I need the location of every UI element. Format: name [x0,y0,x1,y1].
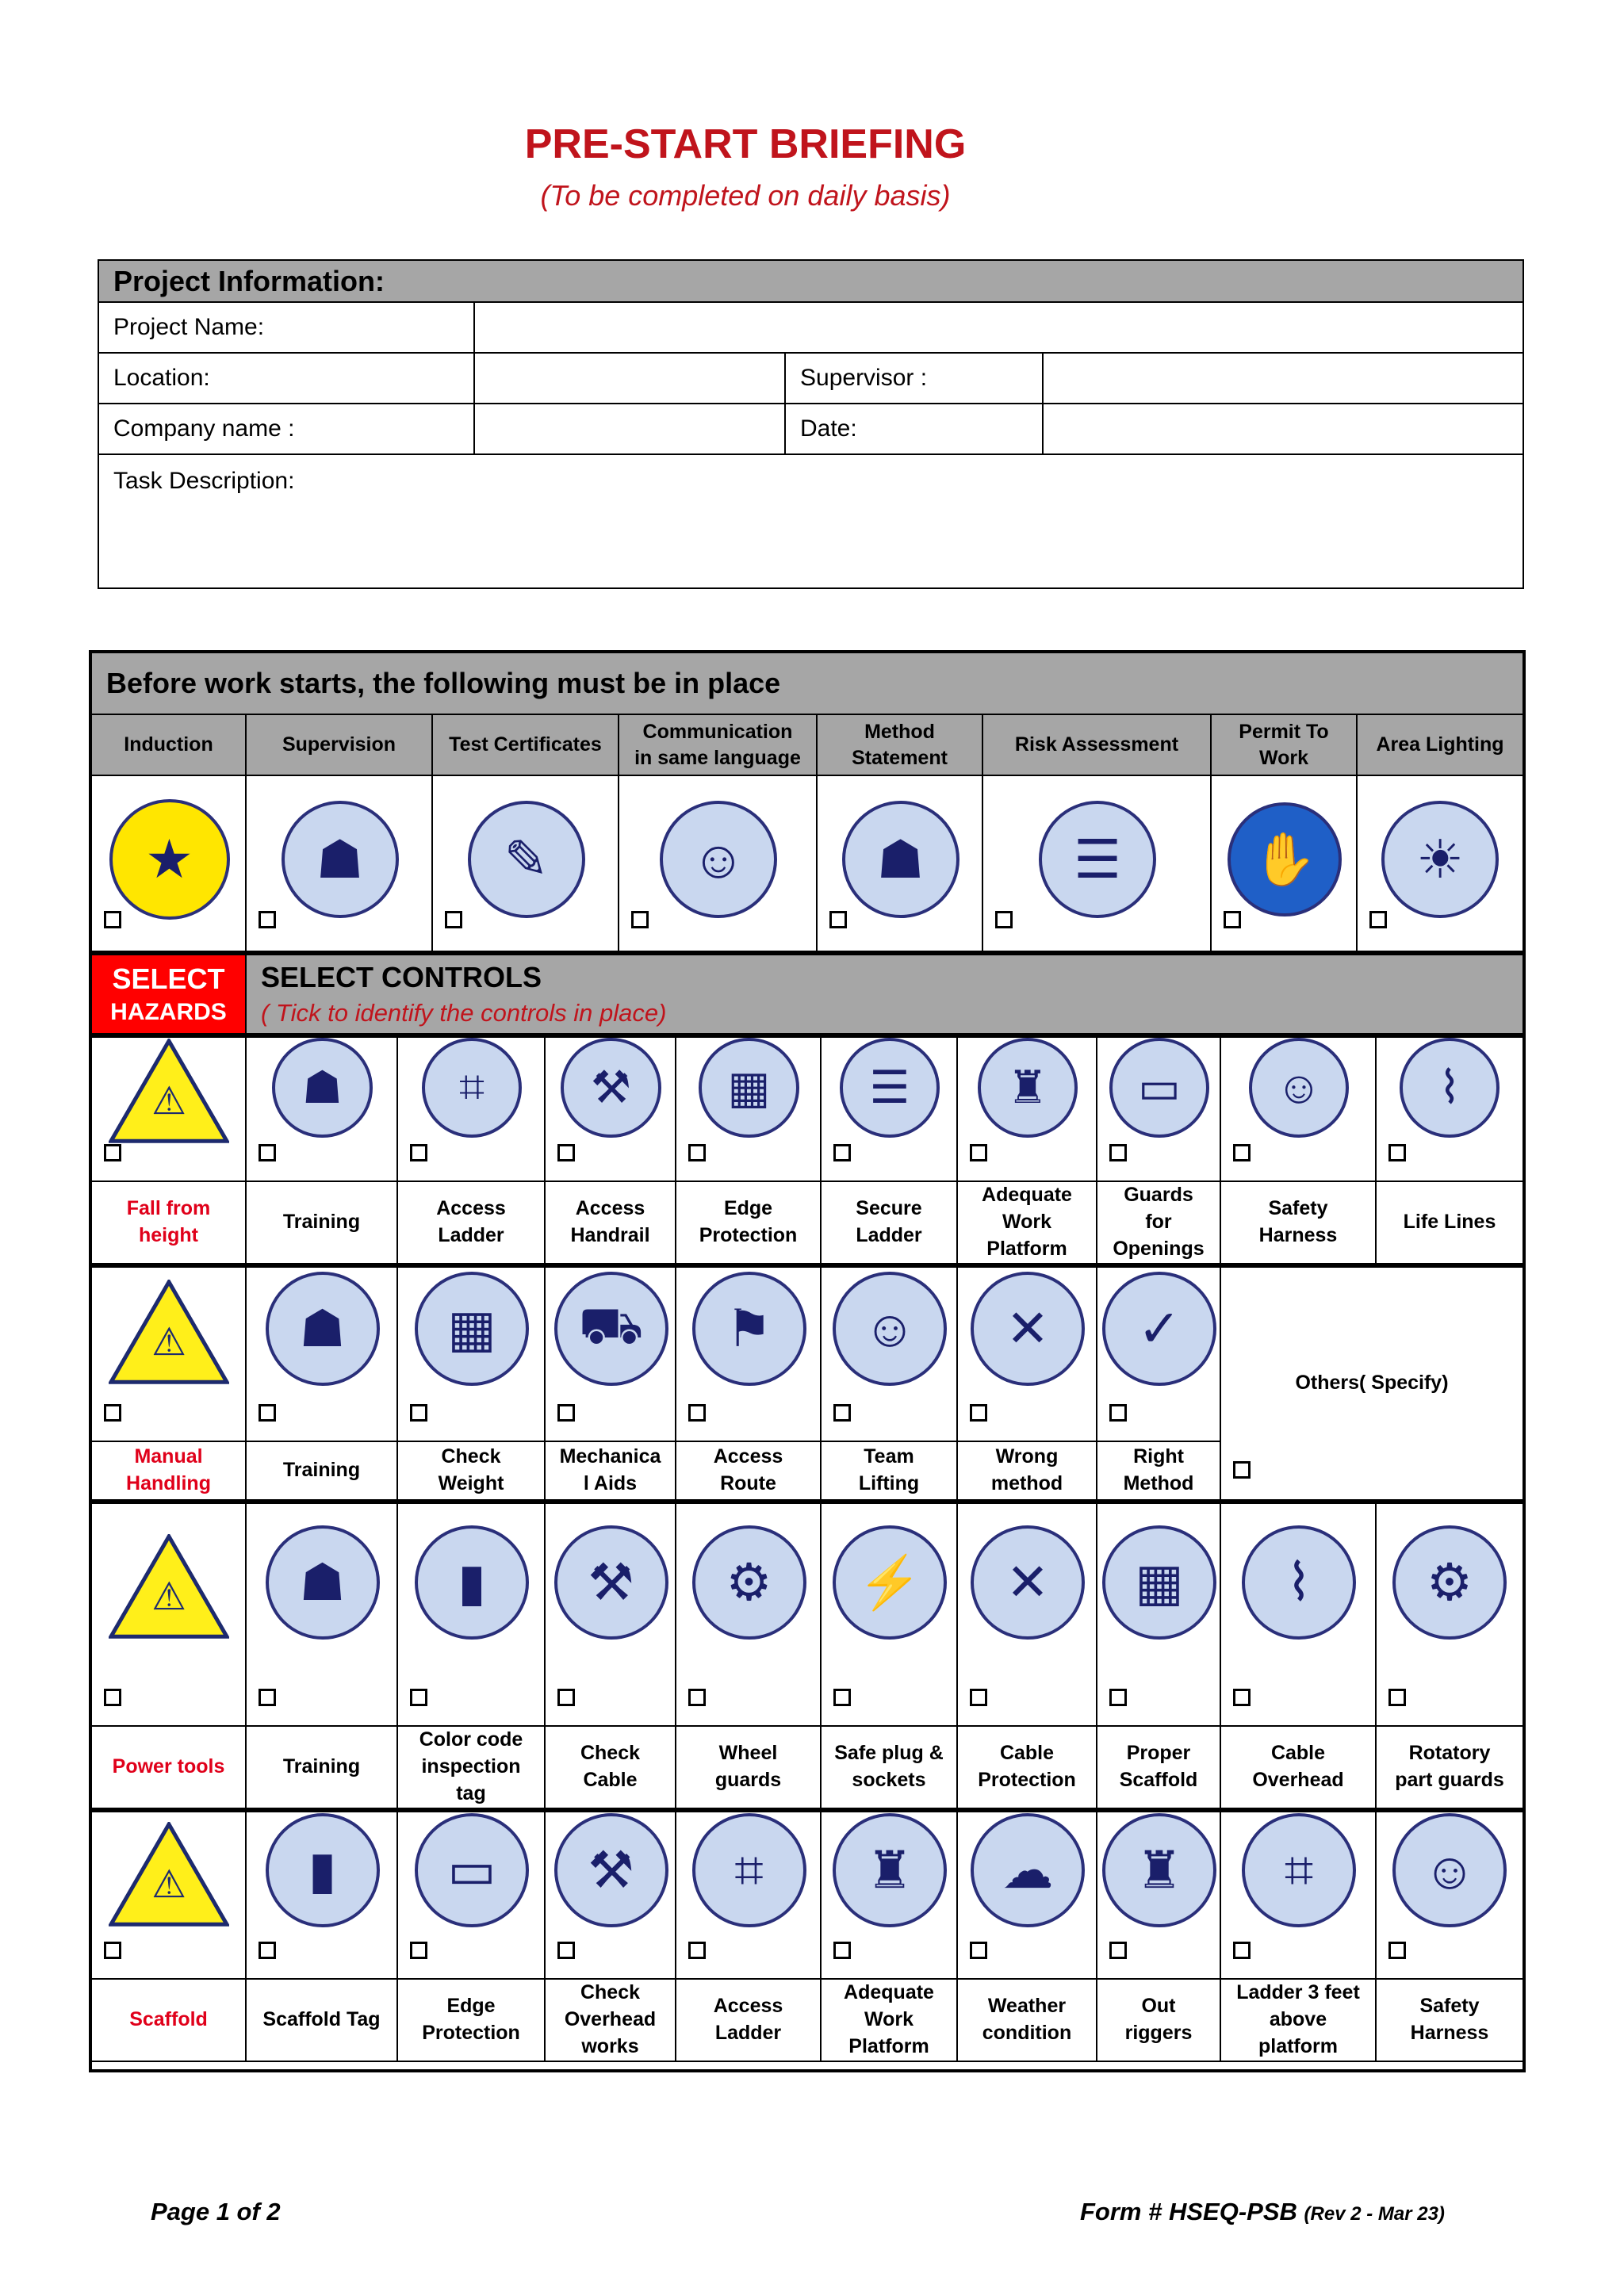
select-controls-note: ( Tick to identify the controls in place) [261,999,667,1027]
control-icon: ⚒ [561,1038,661,1138]
hazard-warning-icon [109,1534,229,1639]
control-checkbox[interactable] [259,1404,276,1422]
control-checkbox[interactable] [688,1689,706,1706]
control-checkbox[interactable] [970,1404,987,1422]
certificate-icon: ✎ [468,801,585,918]
control-icon: ⚒ [554,1813,668,1927]
before-item-label: Method Statement [818,715,983,776]
control-label: Life Lines [1377,1182,1522,1265]
before-item-checkbox[interactable] [1224,911,1241,928]
control-label: Access Handrail [546,1182,676,1265]
control-icon: ☗ [266,1525,380,1640]
control-icon: ☗ [266,1272,380,1386]
control-label: Ladder 3 feet above platform [1221,1980,1377,2062]
others-checkbox[interactable] [1233,1461,1251,1479]
control-icon: ⚙ [692,1525,806,1640]
control-label: Adequate Work Platform [822,1980,958,2062]
control-icon: ▮ [266,1813,380,1927]
control-icon: ⛟ [554,1272,668,1386]
company-name-label: Company name : [99,404,475,455]
control-checkbox[interactable] [410,1942,427,1959]
select-controls-title: SELECT CONTROLS [261,961,542,993]
form-code: Form # HSEQ-PSB [1080,2198,1297,2225]
location-label: Location: [99,354,475,404]
control-label: Safety Harness [1377,1980,1522,2062]
control-label: Scaffold Tag [247,1980,398,2062]
before-item-checkbox[interactable] [445,911,462,928]
hazard-label: Power tools [92,1727,247,1809]
hazards-label: HAZARDS [110,999,227,1025]
control-label: Edge Protection [676,1182,822,1265]
control-checkbox[interactable] [410,1144,427,1161]
page-number: Page 1 of 2 [151,2198,281,2225]
hazard-checkbox[interactable] [104,1404,121,1422]
before-item-checkbox[interactable] [104,911,121,928]
hazard-warning-icon [109,1280,229,1384]
control-icon: ☁ [971,1813,1085,1927]
control-icon: ♜ [833,1813,947,1927]
control-icon: ▦ [1102,1525,1216,1640]
control-label: Training [247,1442,398,1501]
control-checkbox[interactable] [833,1942,851,1959]
before-item-label: Risk Assessment [983,715,1212,776]
control-label: Wrong method [958,1442,1097,1501]
control-label: Mechanica l Aids [546,1442,676,1501]
control-label: Cable Protection [958,1727,1097,1809]
control-label: Proper Scaffold [1097,1727,1221,1809]
control-label: Check Overhead works [546,1980,676,2062]
control-icon: ☗ [272,1038,372,1138]
control-checkbox[interactable] [1233,1689,1251,1706]
control-label: Access Route [676,1442,822,1501]
before-item-label: Supervision [247,715,433,776]
supervisor-label: Supervisor : [786,354,1044,404]
control-label: Weather condition [958,1980,1097,2062]
control-label: Secure Ladder [822,1182,958,1265]
control-label: Guards for Openings [1097,1182,1221,1265]
location-field[interactable] [475,354,786,404]
control-label: Access Ladder [676,1980,822,2062]
control-icon: ▭ [415,1813,529,1927]
control-checkbox[interactable] [833,1404,851,1422]
control-checkbox[interactable] [688,1404,706,1422]
company-name-field[interactable] [475,404,786,455]
control-label: Wheel guards [676,1727,822,1809]
checklist-table [89,650,1526,2072]
svg-text:⚠: ⚠ [151,1862,186,1907]
permit-hand-icon: ✋ [1228,802,1342,916]
control-label: Out riggers [1097,1980,1221,2062]
before-item-checkbox[interactable] [631,911,649,928]
before-item-checkbox[interactable] [1369,911,1387,928]
form-number [1080,2198,1445,2226]
control-checkbox[interactable] [970,1689,987,1706]
control-checkbox[interactable] [557,1404,575,1422]
control-checkbox[interactable] [1233,1942,1251,1959]
control-checkbox[interactable] [970,1144,987,1161]
hazard-checkbox[interactable] [104,1942,121,1959]
control-checkbox[interactable] [833,1689,851,1706]
control-label: Safe plug & sockets [822,1727,958,1809]
control-icon: ☺ [1392,1813,1507,1927]
control-icon: ⌇ [1400,1038,1500,1138]
control-icon: ✕ [971,1272,1085,1386]
before-item-checkbox[interactable] [829,911,847,928]
control-checkbox[interactable] [259,1144,276,1161]
page-title: PRE-START BRIEFING [524,121,967,167]
control-label: Color code inspection tag [398,1727,546,1809]
control-checkbox[interactable] [410,1689,427,1706]
hazard-label: Fall from height [92,1182,247,1265]
control-label: Team Lifting [822,1442,958,1501]
induction-seal-icon: ★ [109,799,230,920]
light-bulb-icon: ☀ [1381,801,1499,918]
supervisor-field[interactable] [1044,354,1522,404]
before-item-label: Area Lighting [1358,715,1522,776]
control-icon: ⚑ [692,1272,806,1386]
control-icon: ⌗ [1242,1813,1356,1927]
hazard-label: Manual Handling [92,1442,247,1501]
control-checkbox[interactable] [557,1942,575,1959]
control-icon: ▮ [415,1525,529,1640]
svg-text:⚠: ⚠ [151,1320,186,1365]
control-icon: ▦ [699,1038,799,1138]
before-item-label: Induction [92,715,247,776]
control-icon: ⌗ [692,1813,806,1927]
control-icon: ⚒ [554,1525,668,1640]
supervisor-plans-icon: ☗ [842,801,959,918]
control-checkbox[interactable] [557,1689,575,1706]
control-label: Access Ladder [398,1182,546,1265]
control-label: Check Weight [398,1442,546,1501]
risk-board-icon: ☰ [1039,801,1156,918]
control-checkbox[interactable] [259,1942,276,1959]
project-name-label: Project Name: [99,303,475,354]
control-icon: ♜ [978,1038,1078,1138]
control-icon: ⌇ [1242,1525,1356,1640]
control-label: Check Cable [546,1727,676,1809]
control-label: Training [247,1727,398,1809]
control-checkbox[interactable] [259,1689,276,1706]
hazard-warning-icon [109,1822,229,1927]
control-icon: ✓ [1102,1272,1216,1386]
before-item-label: Test Certificates [433,715,619,776]
control-checkbox[interactable] [688,1144,706,1161]
control-label: Safety Harness [1221,1182,1377,1265]
select-label: SELECT [112,962,225,995]
control-label: Edge Protection [398,1980,546,2062]
task-description-field[interactable] [99,455,1522,587]
control-checkbox[interactable] [688,1942,706,1959]
control-checkbox[interactable] [833,1144,851,1161]
svg-text:⚠: ⚠ [151,1078,186,1123]
before-item-checkbox[interactable] [995,911,1013,928]
before-item-checkbox[interactable] [259,911,276,928]
hazard-label: Scaffold [92,1980,247,2062]
control-label: Rotatory part guards [1377,1727,1522,1809]
control-checkbox[interactable] [1109,1689,1127,1706]
project-info-heading: Project Information: [99,261,1522,303]
page-subtitle: (To be completed on daily basis) [540,179,951,212]
hazard-warning-icon [109,1039,229,1143]
control-checkbox[interactable] [1388,1689,1406,1706]
control-checkbox[interactable] [970,1942,987,1959]
control-checkbox[interactable] [557,1144,575,1161]
control-icon: ⚙ [1392,1525,1507,1640]
control-checkbox[interactable] [1109,1404,1127,1422]
control-icon: ♜ [1102,1813,1216,1927]
control-icon: ▭ [1109,1038,1209,1138]
hazard-checkbox[interactable] [104,1689,121,1706]
project-information-table [98,259,1524,589]
project-name-field[interactable] [475,303,1522,354]
date-label: Date: [786,404,1044,455]
control-label: Adequate Work Platform [958,1182,1097,1265]
control-checkbox[interactable] [1388,1942,1406,1959]
control-label: Right Method [1097,1442,1221,1501]
control-checkbox[interactable] [1388,1144,1406,1161]
control-icon: ☺ [1249,1038,1349,1138]
control-label: Training [247,1182,398,1265]
control-icon: ✕ [971,1525,1085,1640]
control-checkbox[interactable] [1109,1942,1127,1959]
select-hazards-header [92,952,247,1035]
control-label: Cable Overhead [1221,1727,1377,1809]
before-work-heading: Before work starts, the following must be in place [92,653,1522,715]
before-item-label: Permit To Work [1212,715,1358,776]
task-description-label: Task Description: [113,468,295,494]
control-checkbox[interactable] [410,1404,427,1422]
control-icon: ☰ [840,1038,940,1138]
select-controls-header [247,952,1522,1035]
hazard-checkbox[interactable] [104,1144,121,1161]
date-field[interactable] [1044,404,1522,455]
two-workers-talking-icon: ☺ [660,801,777,918]
control-checkbox[interactable] [1109,1144,1127,1161]
before-item-label: Communication in same language [619,715,818,776]
others-specify-cell[interactable]: Others( Specify) [1221,1265,1522,1501]
control-icon: ▦ [415,1272,529,1386]
supervisor-plans-icon: ☗ [282,801,399,918]
control-icon: ☺ [833,1272,947,1386]
svg-text:⚠: ⚠ [151,1575,186,1620]
control-checkbox[interactable] [1233,1144,1251,1161]
control-icon: ⌗ [422,1038,522,1138]
form-revision: (Rev 2 - Mar 23) [1304,2203,1445,2225]
control-icon: ⚡ [833,1525,947,1640]
